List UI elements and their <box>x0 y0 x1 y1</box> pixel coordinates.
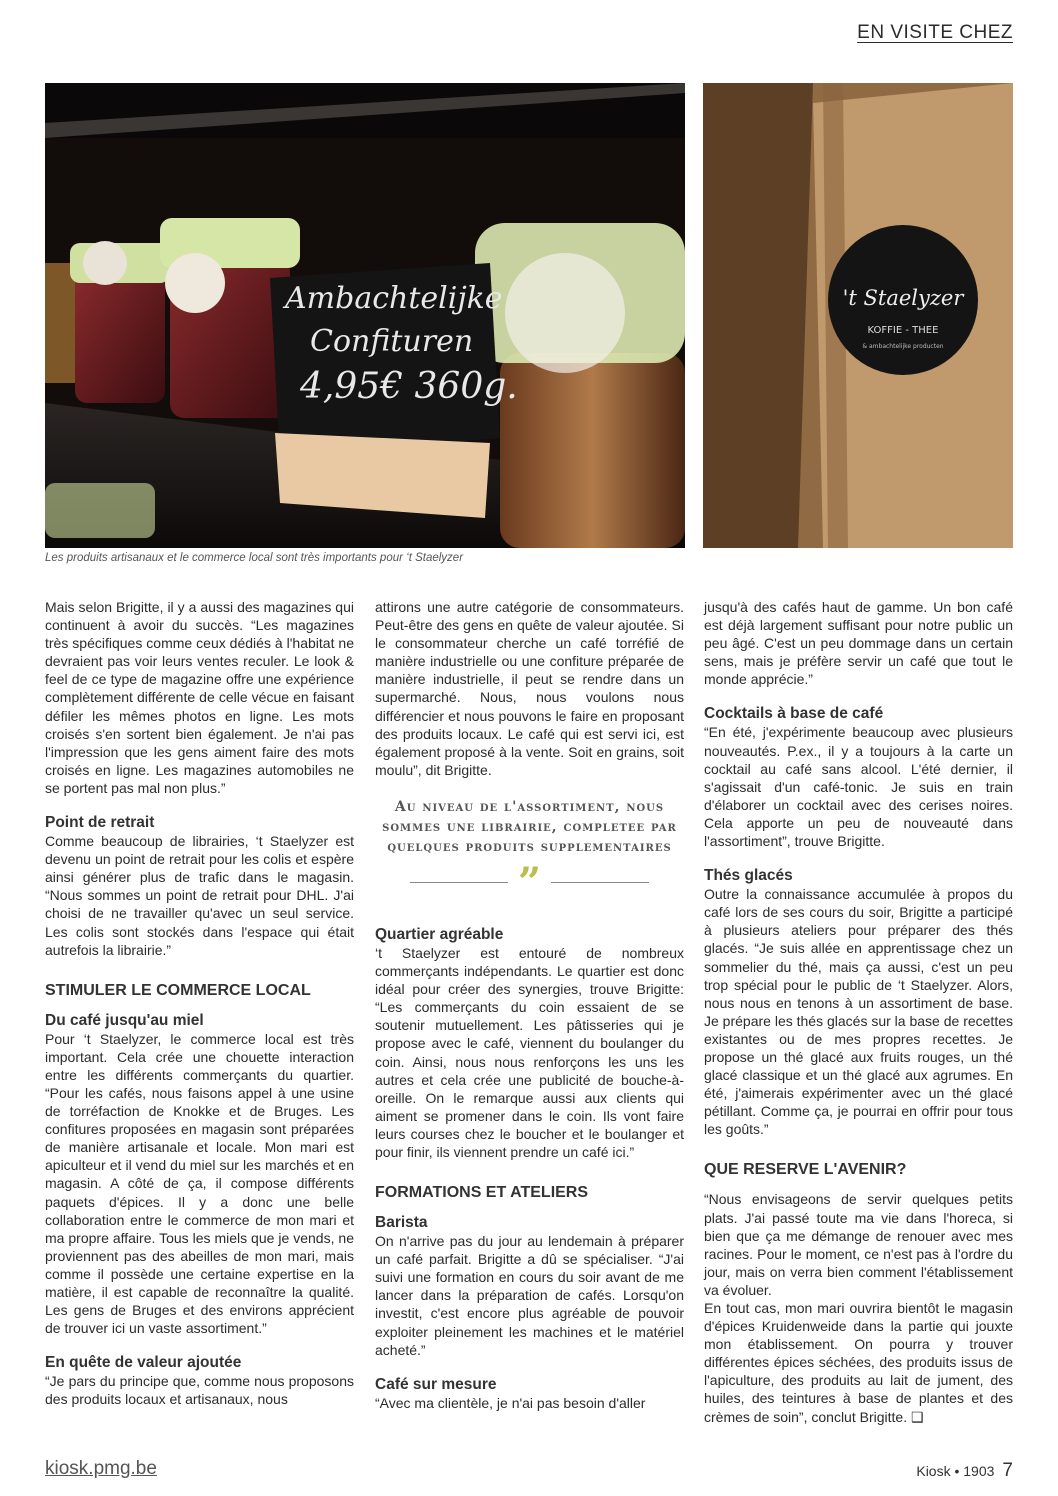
quote-mark-icon: ” <box>517 858 541 906</box>
col3-paragraph: En tout cas, mon mari ouvrira bientôt le magasin d'épices Kruidenweide dans la partie qui jouxte mon établissement. On pourra y trouver différentes épices séchées, des produits issus de l'apiculture, des produits au lait de jument, des huiles, des teintures à base de plantes et des crèmes de soin”, conclut Brigitte. ❑ <box>704 1300 1013 1425</box>
col3-paragraph: “Nous envisageons de servir quelques petits plats. J'ai passé toute ma vie dans l'horeca, si bien que ça me démange de renouer avec mes racines. Pour le moment, ce n'est pas à l'ordre du jour, mais on verra bien comment l'établissement va évoluer. <box>704 1191 1013 1298</box>
section-heading-stimuler: STIMULER LE COMMERCE LOCAL <box>45 981 311 999</box>
col1-paragraph: Pour ‘t Staelyzer, le commerce local est très important. Cela crée une chouette interaction entre les différents commerçants du quartier. “Pour les cafés, nous faisons appel à une usine de torréfaction de Knokke et de Bruges. Les confitures proposées en magasin sont préparées de manière artisanale et locale. Mon mari est apiculteur et il vend du miel sur les marchés et en magasin. A côté de ça, il compose différents paquets d'épices. Il y a donc une belle collaboration entre le commerce de mon mari et ma propre affaire. Tous les miels que je vends, ne proviennent pas des abeilles de mon mari, mais comme il possède une certaine expertise en la matière, il est capable de reconnaître la qualité. Les gens de Bruges et des environs apprécient de trouver ici un vaste assortiment.” <box>45 1030 354 1337</box>
page-number: 7 <box>1002 1460 1013 1481</box>
section-heading-avenir: QUE RESERVE L'AVENIR? <box>704 1161 907 1179</box>
bag-brand: 't Staelyzer <box>842 286 964 310</box>
pull-quote: Au niveau de l'assortiment, nous sommes une librairie, completee par quelques produits supplementaires <box>382 798 677 855</box>
column-1 <box>45 598 354 1408</box>
section-heading-formations: FORMATIONS ET ATELIERS <box>375 1184 589 1202</box>
col3-paragraph: “En été, j'expérimente beaucoup avec plusieurs nouveautés. P.ex., il y a toujours à la carte un cocktail au café sans alcool. L'été dernier, il s'agissait d'un café-tonic. Je suis en train d'élaborer un cocktail avec des cerises noires. Cela apporte un peu de nouveauté dans l'assortiment”, trouve Brigitte. <box>704 724 1013 850</box>
jam-jars-illustration <box>45 83 685 548</box>
col1-paragraph: Mais selon Brigitte, il y a aussi des magazines qui continuent à avoir du succès. “Les magazines très spécifiques comme ceux dédiés à l'habitat ne devraient pas voir leurs ventes reculer. Le look & feel de ce type de magazine offre une expérience complètement différente de celle vécue en faisant défiler les mêmes photos en ligne. Les mots croisés s'en sortent bien également. Je n'ai pas l'impression que les gens aiment faire des mots croisés en ligne. Les magazines automobiles ne se portent pas mal non plus.” <box>45 599 354 796</box>
photo-caption: Les produits artisanaux et le commerce local sont très importants pour ‘t Staelyzer <box>45 552 464 564</box>
subheading-thes: Thés glacés <box>704 867 793 885</box>
footer-url-link[interactable]: kiosk.pmg.be <box>45 1458 157 1479</box>
subheading-cafe-miel: Du café jusqu'au miel <box>45 1011 204 1029</box>
subheading-quete: En quête de valeur ajoutée <box>45 1354 242 1372</box>
coffee-bag-illustration <box>703 83 1013 548</box>
coffee-bag-photo <box>703 83 1013 548</box>
subheading-quartier: Quartier agréable <box>375 925 504 943</box>
col3-paragraph: jusqu'à des cafés haut de gamme. Un bon café est déjà largement suffisant pour notre public un peu âgé. C'est un peu dommage dans un certain sens, mais je préfère servir un café que tout le monde apprécie.” <box>704 599 1013 688</box>
col3-paragraph: Outre la connaissance accumulée à propos du café lors de ses cours du soir, Brigitte a participé à plusieurs ateliers pour préparer des thés glacés. “Je suis allée en apprentissage chez un sommelier du thé, mais ça aussi, c'est un peu trop spécial pour le public de ‘t Staelyzer. Alors, nous nous en tenons à un assortiment de base. Je prépare les thés glacés sur la base de recettes existantes ou de mes propres recettes. Je propose un thé glacé aux fruits rouges, un thé glacé classique et un thé glacé aux agrumes. En été, j'aimerais expérimenter avec un thé glacé pétillant. Comme ça, je pourrai en offrir pour tous les goûts.” <box>704 886 1013 1138</box>
col2-paragraph: On n'arrive pas du jour au lendemain à préparer un café parfait. Brigitte a dû se spécialiser. “J'ai suivi une formation en cours du soir avant de me lancer dans la préparation de cafés. Lorsqu'on investit, c'est encore plus agréable de pouvoir exploiter pleinement les machines et le matériel acheté.” <box>375 1233 684 1358</box>
subheading-mesure: Café sur mesure <box>375 1375 497 1393</box>
bag-line-2: KOFFIE - THEE <box>867 325 939 336</box>
subheading-retrait: Point de retrait <box>45 814 155 832</box>
pull-quote-divider <box>375 858 684 906</box>
column-3 <box>704 598 1013 1426</box>
subheading-cocktails: Cocktails à base de café <box>704 705 884 723</box>
col1-paragraph: “Je pars du principe que, comme nous proposons des produits locaux et artisanaux, nous <box>45 1373 354 1408</box>
section-label: EN VISITE CHEZ <box>857 22 1013 43</box>
column-2 <box>375 598 684 1412</box>
col2-paragraph: ‘t Staelyzer est entouré de nombreux commerçants indépendants. Le quartier est donc idéal pour créer des synergies, trouve Brigitte: “Les commerçants du coin essaient de se soutenir mutuellement. Les pâtisseries qui je propose avec le café, viennent du boulanger du coin. Ainsi, nous nous renforçons les uns les autres et cela crée une publicité de bouche-à-oreille. On le remarque aussi aux clients qui aiment se promener dans le coin. Ils vont faire leurs courses chez le boucher et le boulanger et pour finir, ils viennent prendre un café ici.” <box>375 944 684 1160</box>
sign-line-1: Ambachtelijke <box>285 281 503 316</box>
sign-line-3: 4,95€ 360g. <box>300 366 518 407</box>
jam-jars-photo <box>45 83 685 548</box>
issue-label: Kiosk • 1903 <box>916 1463 995 1479</box>
bag-line-3: & ambachtelijke producten <box>862 343 944 350</box>
subheading-barista: Barista <box>375 1214 428 1232</box>
sign-line-2: Confituren <box>310 324 474 359</box>
col2-paragraph: “Avec ma clientèle, je n'ai pas besoin d'aller <box>375 1394 646 1411</box>
col2-paragraph: attirons une autre catégorie de consommateurs. Peut-être des gens en quête de valeur ajoutée. Si le consommateur cherche un café torréfié de manière industrielle ou une confiture préparée de manière industrielle, il peut se rendre dans un supermarché. Nous, nous voulons nous différencier et nous pouvons le faire en proposant des produits locaux. Le café qui est servi ici, est également proposé à la vente. Soit en grains, soit moulu”, dit Brigitte. <box>375 599 684 778</box>
footer-issue <box>916 1460 1013 1482</box>
col1-paragraph: Comme beaucoup de librairies, ‘t Staelyzer est devenu un point de retrait pour les colis et espère ainsi générer plus de trafic dans le magasin. “Nous sommes un point de retrait pour DHL. J'ai choisi de ne travailler qu'avec un seul service. Les colis sont stockés dans l'espace qui était autrefois la librairie.” <box>45 833 354 958</box>
